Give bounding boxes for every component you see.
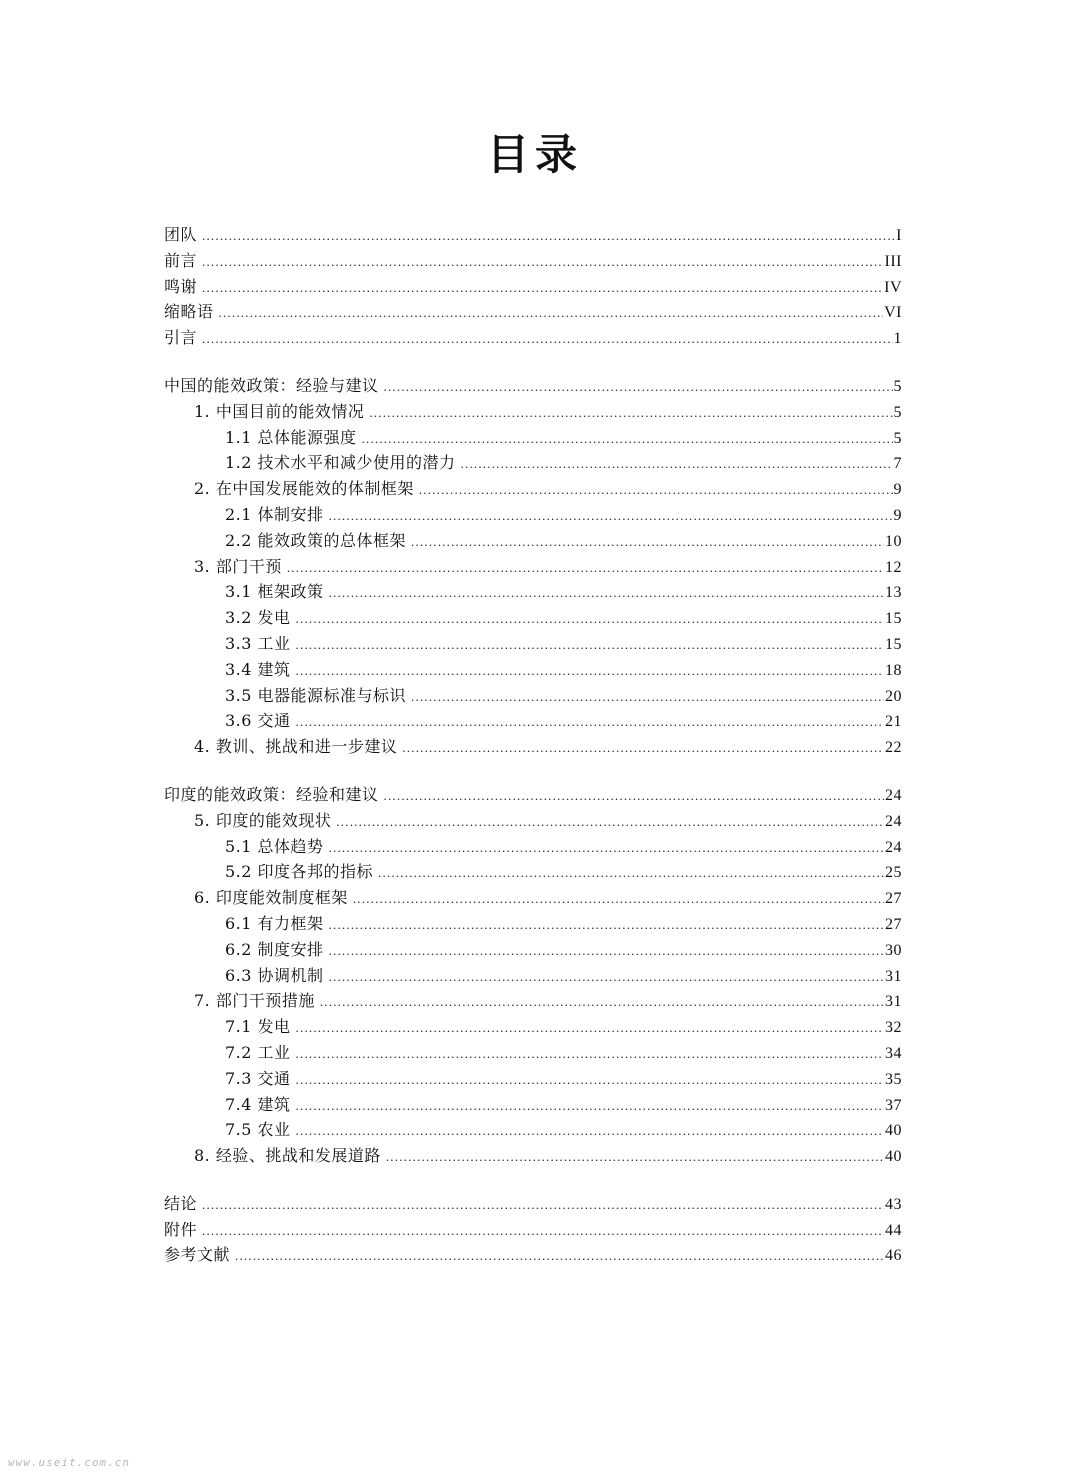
dot-leader (296, 1118, 884, 1144)
toc-entry-label: 引言 (164, 328, 198, 348)
dot-leader (369, 400, 892, 426)
dot-leader (329, 835, 884, 861)
toc-entry-label: 7.3 交通 (225, 1068, 291, 1088)
toc-entry-label: 7.4 建筑 (225, 1094, 291, 1114)
dot-leader (296, 606, 884, 632)
toc-entry[interactable] (164, 859, 902, 885)
toc-entry-page: 44 (885, 1221, 902, 1239)
dot-leader (386, 1144, 884, 1170)
toc-entry-page: 1 (893, 330, 902, 348)
toc-entry[interactable] (164, 476, 902, 502)
dot-leader (411, 684, 884, 710)
dot-leader (287, 555, 884, 581)
dot-leader (384, 783, 884, 809)
dot-leader (320, 989, 884, 1015)
toc-entry-page: 5 (893, 429, 902, 447)
toc-entry-label: 3.5 电器能源标准与标识 (225, 685, 407, 705)
toc-entry-label: 8. 经验、挑战和发展道路 (194, 1146, 381, 1166)
toc-entry[interactable] (164, 1242, 902, 1268)
dot-leader (202, 326, 892, 352)
toc-entry[interactable] (164, 554, 902, 580)
dot-leader (296, 632, 884, 658)
toc-entry[interactable] (164, 631, 902, 657)
toc-entry-page: 40 (885, 1148, 902, 1166)
dot-leader (461, 451, 893, 477)
toc-entry[interactable] (164, 502, 902, 528)
toc-entry-label: 6.1 有力框架 (225, 913, 324, 933)
toc-entry[interactable] (164, 248, 902, 274)
toc-entry[interactable] (164, 399, 902, 425)
toc-group (164, 1191, 902, 1268)
page-title: 目录 (486, 130, 583, 179)
dot-leader (296, 1093, 884, 1119)
toc-entry[interactable] (164, 425, 902, 451)
toc-entry[interactable] (164, 885, 902, 911)
toc-entry[interactable] (164, 683, 902, 709)
toc-entry-page: IV (884, 278, 902, 296)
toc-entry[interactable] (164, 937, 902, 963)
toc-entry-label: 6. 印度能效制度框架 (194, 888, 348, 908)
toc-entry[interactable] (164, 450, 902, 476)
toc-entry-label: 2.1 体制安排 (225, 504, 324, 524)
dot-leader (202, 223, 895, 249)
toc-entry-page: 5 (893, 377, 902, 395)
dot-leader (329, 912, 884, 938)
toc-entry-label: 3.1 框架政策 (225, 582, 324, 602)
dot-leader (329, 938, 884, 964)
toc-entry-page: 7 (893, 455, 902, 473)
toc-entry-page: 10 (885, 532, 902, 550)
dot-leader (202, 1218, 884, 1244)
toc-entry[interactable] (164, 1092, 902, 1118)
toc-entry-page: 43 (885, 1195, 902, 1213)
toc-entry[interactable] (164, 605, 902, 631)
toc-entry[interactable] (164, 1191, 902, 1217)
dot-leader (336, 809, 884, 835)
toc-entry-page: 12 (885, 558, 902, 576)
toc-entry[interactable] (164, 299, 902, 325)
dot-leader (378, 860, 884, 886)
dot-leader (329, 580, 884, 606)
toc-entry-page: 27 (885, 890, 902, 908)
toc-entry-page: 25 (885, 864, 902, 882)
toc-entry[interactable] (164, 734, 902, 760)
dot-leader (202, 1192, 884, 1218)
dot-leader (329, 503, 893, 529)
toc-entry[interactable] (164, 1217, 902, 1243)
dot-leader (219, 300, 884, 326)
toc-entry-label: 2. 在中国发展能效的体制框架 (194, 479, 414, 499)
dot-leader (202, 249, 884, 275)
toc-entry-label: 6.3 协调机制 (225, 965, 324, 985)
toc-entry-page: 32 (885, 1019, 902, 1037)
toc-entry-page: 24 (885, 838, 902, 856)
toc-entry[interactable] (164, 1117, 902, 1143)
table-of-contents (164, 222, 902, 1290)
toc-entry-label: 中国的能效政策：经验与建议 (164, 375, 379, 395)
toc-entry-label: 鸣谢 (164, 276, 198, 296)
dot-leader (411, 529, 884, 555)
toc-entry-page: 18 (885, 661, 902, 679)
dot-leader (353, 886, 884, 912)
toc-entry-page: 46 (885, 1247, 902, 1265)
toc-entry-page: VI (884, 304, 902, 322)
toc-entry-page: 9 (893, 481, 902, 499)
toc-entry[interactable] (164, 1014, 902, 1040)
toc-group (164, 222, 902, 351)
toc-entry-label: 7.1 发电 (225, 1017, 291, 1037)
toc-entry[interactable] (164, 579, 902, 605)
toc-entry-page: 31 (885, 967, 902, 985)
toc-entry-page: 40 (885, 1122, 902, 1140)
toc-entry-page: 21 (885, 713, 902, 731)
toc-group (164, 373, 902, 760)
toc-entry-label: 3.4 建筑 (225, 659, 291, 679)
dot-leader (235, 1243, 884, 1269)
toc-entry-page: 15 (885, 635, 902, 653)
toc-entry-label: 7.5 农业 (225, 1120, 291, 1140)
toc-entry-label: 7.2 工业 (225, 1042, 291, 1062)
toc-entry-label: 3.6 交通 (225, 711, 291, 731)
toc-entry[interactable] (164, 1143, 902, 1169)
toc-entry-page: III (884, 252, 902, 270)
toc-entry-label: 5. 印度的能效现状 (194, 810, 332, 830)
toc-entry-page: 5 (893, 403, 902, 421)
dot-leader (296, 1067, 884, 1093)
toc-entry-label: 结论 (164, 1193, 198, 1213)
toc-entry[interactable] (164, 325, 902, 351)
toc-entry[interactable] (164, 657, 902, 683)
toc-entry[interactable] (164, 1066, 902, 1092)
dot-leader (296, 709, 884, 735)
toc-entry-page: 20 (885, 687, 902, 705)
toc-group (164, 782, 902, 1169)
dot-leader (296, 1015, 884, 1041)
toc-entry-label: 2.2 能效政策的总体框架 (225, 530, 407, 550)
toc-entry-label: 1. 中国目前的能效情况 (194, 401, 365, 421)
toc-entry-page: 35 (885, 1070, 902, 1088)
toc-entry[interactable] (164, 708, 902, 734)
toc-entry-page: 24 (885, 786, 902, 804)
toc-entry[interactable] (164, 988, 902, 1014)
dot-leader (329, 964, 884, 990)
toc-entry[interactable] (164, 911, 902, 937)
toc-entry-label: 3.2 发电 (225, 608, 291, 628)
toc-entry-label: 3.3 工业 (225, 633, 291, 653)
toc-entry-page: 24 (885, 812, 902, 830)
toc-entry-label: 缩略语 (164, 302, 214, 322)
toc-entry-label: 印度的能效政策：经验和建议 (164, 784, 379, 804)
toc-entry[interactable] (164, 274, 902, 300)
toc-entry-label: 团队 (164, 225, 198, 244)
toc-entry[interactable] (164, 808, 902, 834)
toc-entry-page: 15 (885, 610, 902, 628)
dot-leader (362, 426, 893, 452)
dot-leader (402, 735, 884, 761)
toc-entry-label: 6.2 制度安排 (225, 939, 324, 959)
toc-entry-page: 34 (885, 1044, 902, 1062)
dot-leader (384, 374, 893, 400)
toc-entry-label: 1.1 总体能源强度 (225, 427, 357, 447)
toc-entry-page: 27 (885, 915, 902, 933)
toc-entry[interactable] (164, 963, 902, 989)
toc-entry-page: 37 (885, 1096, 902, 1114)
toc-entry-label: 5.2 印度各邦的指标 (225, 862, 374, 882)
toc-entry-page: 9 (893, 506, 902, 524)
watermark: www.useit.com.cn (8, 1456, 130, 1469)
toc-entry-page: 13 (885, 584, 902, 602)
toc-entry[interactable] (164, 782, 902, 808)
toc-entry-label: 参考文献 (164, 1245, 231, 1265)
toc-entry[interactable] (164, 834, 902, 860)
toc-entry[interactable] (164, 1040, 902, 1066)
toc-entry-label: 附件 (164, 1219, 198, 1239)
dot-leader (296, 658, 884, 684)
toc-entry-page: 30 (885, 941, 902, 959)
toc-entry[interactable] (164, 528, 902, 554)
dot-leader (296, 1041, 884, 1067)
toc-entry-page: 31 (885, 993, 902, 1011)
toc-entry-page: 22 (885, 739, 902, 757)
toc-entry-label: 7. 部门干预措施 (194, 991, 315, 1011)
toc-entry-label: 1.2 技术水平和减少使用的潜力 (225, 453, 456, 473)
toc-entry[interactable] (164, 222, 902, 248)
toc-entry-label: 3. 部门干预 (194, 556, 282, 576)
toc-entry-label: 前言 (164, 250, 198, 270)
toc-entry-label: 5.1 总体趋势 (225, 836, 324, 856)
toc-entry[interactable] (164, 373, 902, 399)
dot-leader (419, 477, 893, 503)
toc-entry-page: I (896, 227, 902, 244)
dot-leader (202, 275, 883, 301)
toc-entry-label: 4. 教训、挑战和进一步建议 (194, 737, 398, 757)
